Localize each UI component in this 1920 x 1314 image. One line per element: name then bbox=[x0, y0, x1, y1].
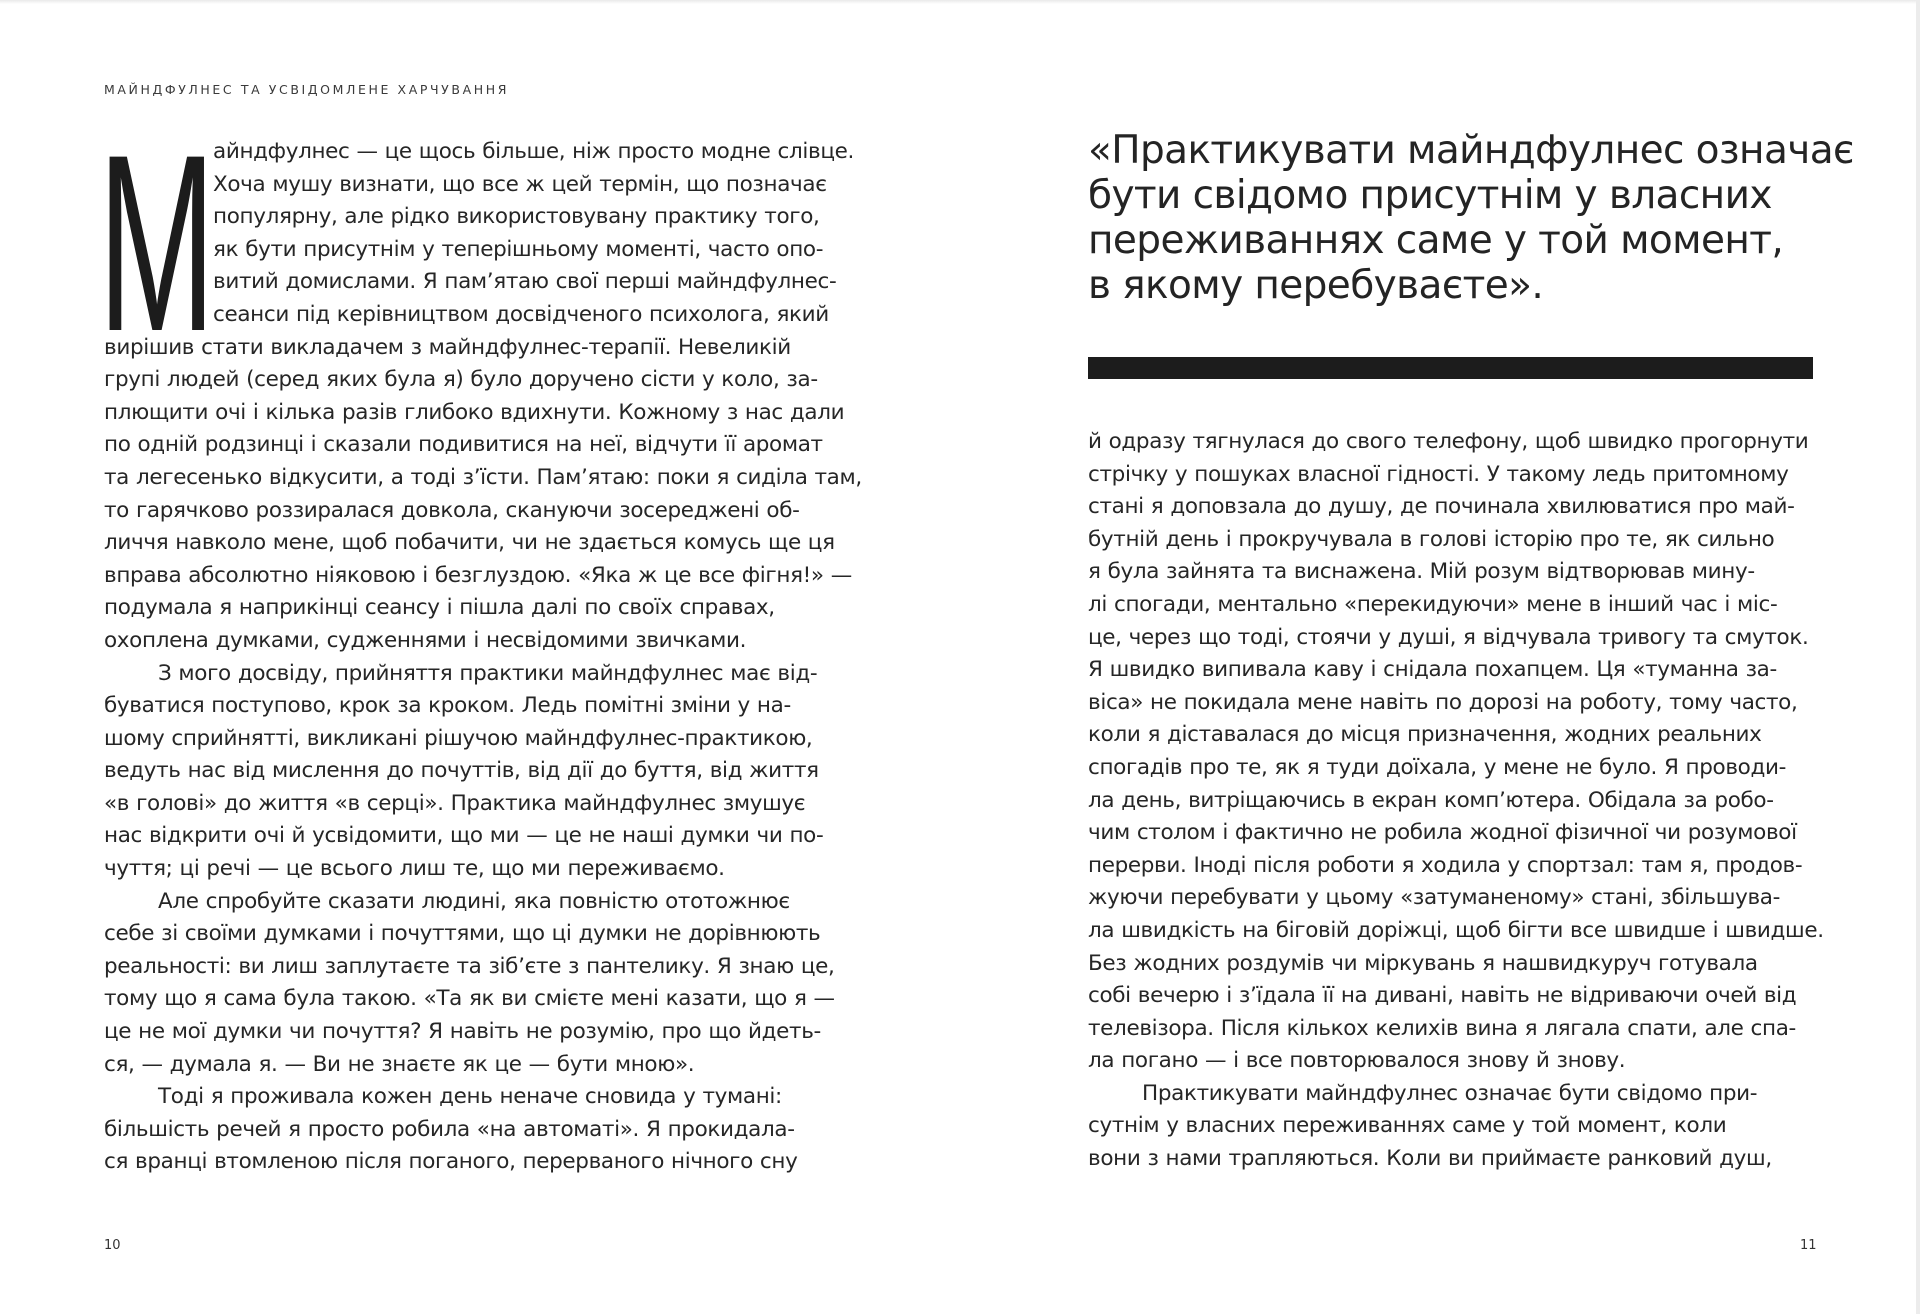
text-line: подумала я наприкінці сеансу і пішла далі по своїх справах, bbox=[104, 595, 775, 621]
page-edge bbox=[1916, 0, 1920, 1314]
page-number-right: 11 bbox=[1800, 1238, 1817, 1253]
text-line: чуття; ці речі — це всього лиш те, що ми переживаємо. bbox=[104, 856, 725, 882]
text-line: бутній день і прокручувала в голові історію про те, як сильно bbox=[1088, 526, 1775, 552]
text-line: коли я діставалася до місця призначення, жодних реальних bbox=[1088, 722, 1762, 748]
text-line: «в голові» до життя «в серці». Практика майндфулнес змушує bbox=[104, 790, 806, 816]
text-line: чим столом і фактично не робила жодної фізичної чи розумової bbox=[1088, 820, 1797, 846]
pull-quote bbox=[1088, 128, 1854, 308]
paragraph-start-line: Але спробуйте сказати людині, яка повністю ототожнює bbox=[158, 888, 790, 914]
text-line: то гарячково роззиралася довкола, скануючи зосереджені об- bbox=[104, 497, 800, 523]
text-line: жуючи перебувати у цьому «затуманеному» стані, збільшува- bbox=[1088, 885, 1780, 911]
text-line: телевізора. Після кількох келихів вина я лягала спати, але спа- bbox=[1088, 1015, 1796, 1041]
text-line: ся вранці втомленою після поганого, перерваного нічного сну bbox=[104, 1149, 798, 1175]
pull-quote-line: бути свідомо присутнім у власних bbox=[1088, 173, 1772, 218]
text-line: Я швидко випивала каву і снідала похапцем. Ця «туманна за- bbox=[1088, 657, 1777, 683]
text-line: популярну, але рідко використовувану практику того, bbox=[213, 204, 820, 230]
pull-quote-line: «Практикувати майндфулнес означає bbox=[1088, 128, 1854, 173]
text-line: ла день, витріщаючись в екран комп’ютера. Обідала за робо- bbox=[1088, 787, 1774, 813]
text-line: сеанси під керівництвом досвідченого психолога, який bbox=[213, 301, 829, 327]
text-line: собі вечерю і з’їдала її на дивані, навіть не відриваючи очей від bbox=[1088, 983, 1797, 1009]
running-head: МАЙНДФУЛНЕС ТА УСВІДОМЛЕНЕ ХАРЧУВАННЯ bbox=[104, 82, 510, 97]
page-number-left: 10 bbox=[104, 1238, 121, 1253]
text-line: стрічку у пошуках власної гідності. У такому ледь притомному bbox=[1088, 461, 1789, 487]
text-line: айндфулнес — це щось більше, ніж просто модне слівце. bbox=[213, 139, 854, 164]
text-line: ла швидкість на біговій доріжці, щоб бігти все швидше і швидше. bbox=[1088, 917, 1824, 943]
text-line: й одразу тягнулася до свого телефону, щоб швидко прогорнути bbox=[1088, 429, 1809, 454]
quote-divider-bar bbox=[1088, 357, 1813, 379]
text-line: ла погано — і все повторювалося знову й знову. bbox=[1088, 1048, 1626, 1074]
text-line: стані я доповзала до душу, де починала хвилюватися про май- bbox=[1088, 494, 1795, 520]
text-line: я була зайнята та виснажена. Мій розум відтворював мину- bbox=[1088, 559, 1755, 585]
text-line: більшість речей я просто робила «на автоматі». Я прокидала- bbox=[104, 1116, 795, 1142]
text-line: лі спогади, ментально «перекидуючи» мене в інший час і міс- bbox=[1088, 591, 1778, 617]
text-line: та легесенько відкусити, а тоді з’їсти. Пам’ятаю: поки я сиділа там, bbox=[104, 464, 862, 490]
text-line: перерви. Іноді після роботи я ходила у спортзал: там я, продов- bbox=[1088, 852, 1803, 878]
text-line: вправа абсолютно ніяковою і безглуздою. «Яка ж це все фігня!» — bbox=[104, 562, 852, 588]
left-body-text bbox=[104, 136, 862, 1179]
text-line: спогадів про те, як я туди доїхала, у мене не було. Я проводи- bbox=[1088, 754, 1787, 780]
text-line: це не мої думки чи почуття? Я навіть не розумію, про що йдеть- bbox=[104, 1019, 821, 1045]
text-line: буватися поступово, крок за кроком. Ледь помітні зміни у на- bbox=[104, 693, 791, 719]
text-line: шому сприйнятті, викликані рішучою майндфулнес-практикою, bbox=[104, 725, 813, 751]
text-line: вони з нами трапляються. Коли ви приймаєте ранковий душ, bbox=[1088, 1146, 1772, 1172]
text-line: себе зі своїми думками і почуттями, що ці думки не дорівнюють bbox=[104, 921, 821, 947]
right-page bbox=[960, 0, 1920, 1314]
drop-cap: М bbox=[98, 103, 216, 384]
paragraph-start-line: З мого досвіду, прийняття практики майндфулнес має від- bbox=[158, 660, 818, 686]
text-line: групі людей (серед яких була я) було доручено сісти у коло, за- bbox=[104, 367, 818, 393]
text-line: сутнім у власних переживаннях саме у той момент, коли bbox=[1088, 1113, 1727, 1139]
text-line: Без жодних роздумів чи міркувань я нашвидкуруч готувала bbox=[1088, 950, 1758, 976]
text-line: ся, — думала я. — Ви не знаєте як це — бути мною». bbox=[104, 1051, 695, 1077]
text-line: реальності: ви лиш заплутаєте та зіб’єте з пантелику. Я знаю це, bbox=[104, 953, 835, 979]
pull-quote-line: переживаннях саме у той момент, bbox=[1088, 218, 1784, 263]
text-line: це, через що тоді, стоячи у душі, я відчувала тривогу та смуток. bbox=[1088, 624, 1809, 650]
text-line: як бути присутнім у теперішньому моменті, часто опо- bbox=[213, 236, 824, 262]
text-line: нас відкрити очі й усвідомити, що ми — це не наші думки чи по- bbox=[104, 823, 824, 849]
text-line: ведуть нас від мислення до почуттів, від дії до буття, від життя bbox=[104, 758, 819, 784]
text-line: личчя навколо мене, щоб побачити, чи не здається комусь ще ця bbox=[104, 530, 835, 556]
text-line: охоплена думками, судженнями і несвідомими звичками. bbox=[104, 627, 747, 653]
text-line: вирішив стати викладачем з майндфулнес-терапії. Невеликій bbox=[104, 334, 791, 360]
text-line: тому що я сама була такою. «Та як ви смієте мені казати, що я — bbox=[104, 986, 835, 1012]
text-line: по одній родзинці і сказали подивитися на неї, відчути її аромат bbox=[104, 432, 823, 458]
text-line: Хоча мушу визнати, що все ж цей термін, що позначає bbox=[213, 171, 827, 197]
pull-quote-line: в якому перебуваєте». bbox=[1088, 263, 1544, 308]
paragraph-start-line: Практикувати майндфулнес означає бути свідомо при- bbox=[1142, 1080, 1758, 1106]
text-line: віса» не покидала мене навіть по дорозі на роботу, тому часто, bbox=[1088, 689, 1798, 715]
paragraph-start-line: Тоді я проживала кожен день неначе сновида у тумані: bbox=[158, 1084, 782, 1110]
text-line: плющити очі і кілька разів глибоко вдихнути. Кожному з нас дали bbox=[104, 399, 845, 425]
right-body-text bbox=[1088, 426, 1824, 1176]
text-line: витий домислами. Я пам’ятаю свої перші майндфулнес- bbox=[213, 269, 837, 295]
